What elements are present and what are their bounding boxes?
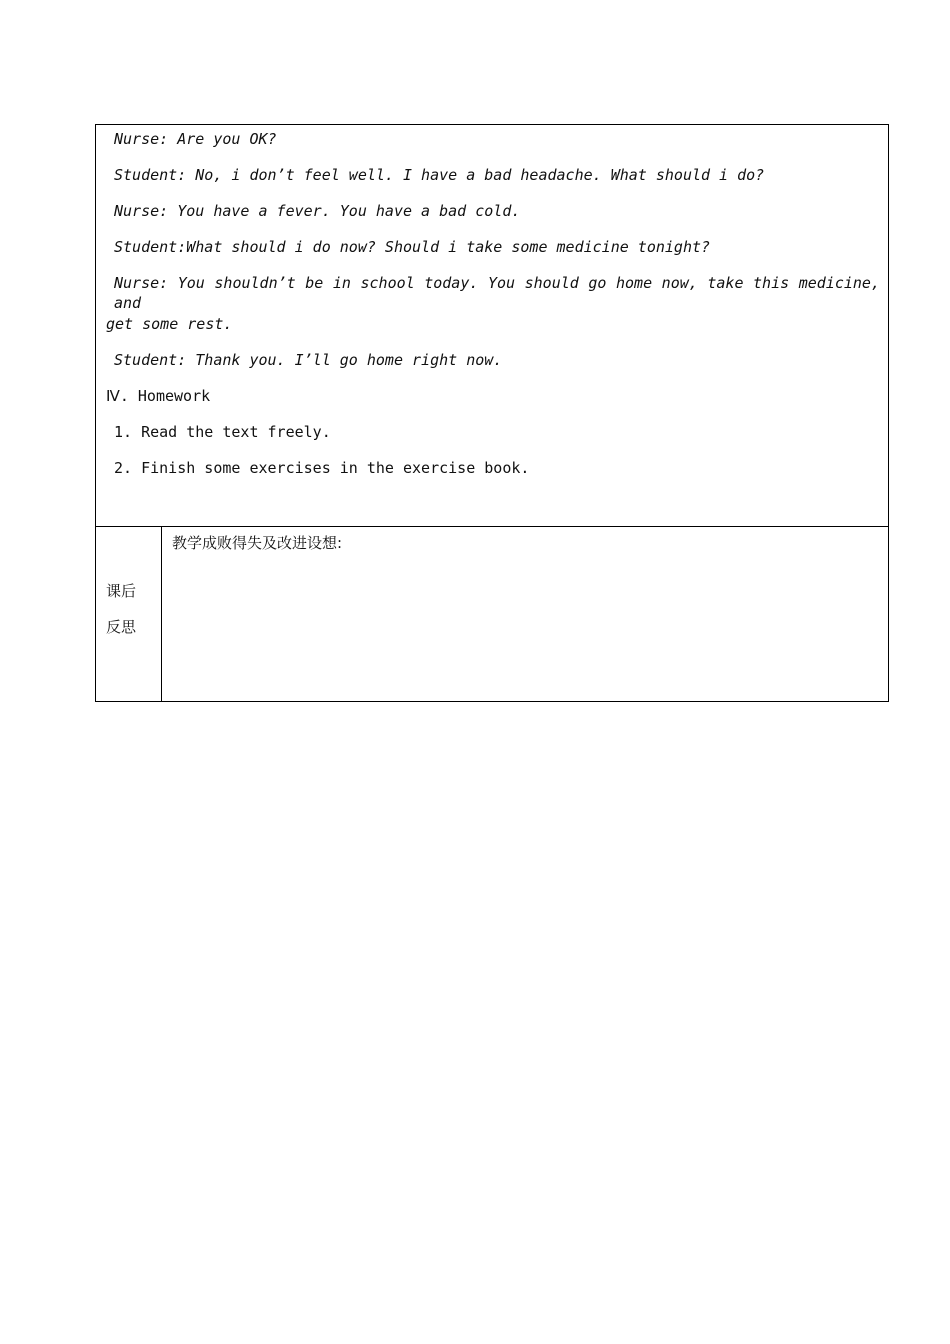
dialogue-line: Student: Thank you. I’ll go home right now. <box>114 351 503 369</box>
reflection-label: 反思 <box>106 618 137 636</box>
dialogue-cell <box>96 125 888 527</box>
reflection-label-cell <box>96 527 162 701</box>
dialogue-line: Nurse: Are you OK? <box>114 130 277 148</box>
dialogue-line: Student: No, i don’t feel well. I have a bad headache. What should i do? <box>114 166 765 184</box>
reflection-content-cell <box>162 527 888 701</box>
homework-item: 1. Read the text freely. <box>114 423 331 441</box>
dialogue-line: Nurse: You shouldn’t be in school today. You should go home now, take this medicine, and <box>114 274 880 312</box>
dialogue-line: get some rest. <box>106 315 233 333</box>
homework-item: 2. Finish some exercises in the exercise book. <box>114 459 530 477</box>
dialogue-line: Student:What should i do now? Should i take some medicine tonight? <box>114 238 711 256</box>
homework-heading: Ⅳ. Homework <box>106 387 211 405</box>
lesson-table <box>95 124 889 702</box>
dialogue-line: Nurse: You have a fever. You have a bad cold. <box>114 202 521 220</box>
reflection-label: 课后 <box>106 582 137 600</box>
reflection-prompt: 教学成败得失及改进设想: <box>172 534 343 552</box>
